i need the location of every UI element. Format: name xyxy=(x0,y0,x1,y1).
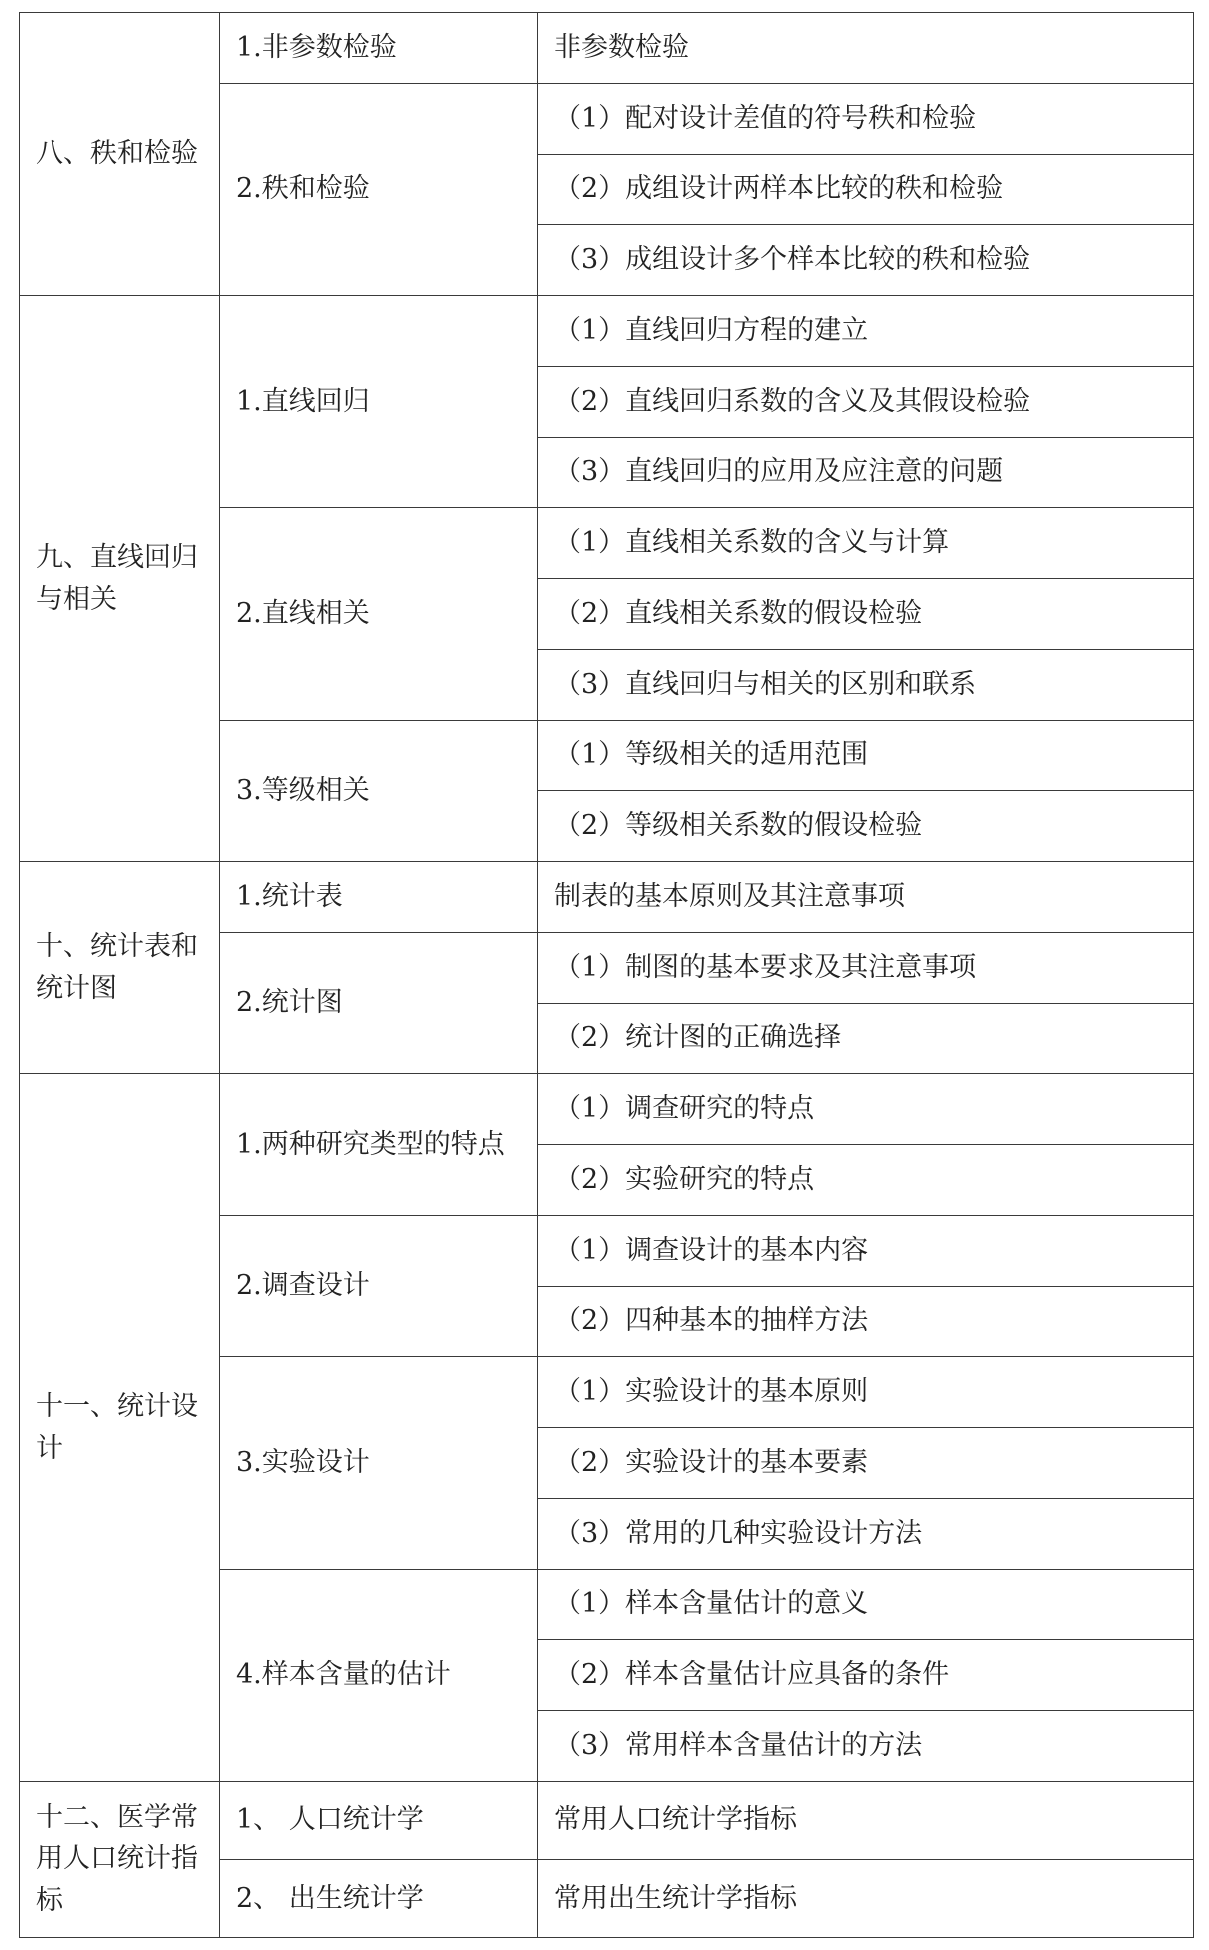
exam-item: （3）常用的几种实验设计方法 xyxy=(538,1498,1194,1569)
exam-item: （3）直线回归的应用及应注意的问题 xyxy=(538,437,1194,508)
exam-item: （2）样本含量估计应具备的条件 xyxy=(538,1640,1194,1711)
exam-item: （2）实验设计的基本要素 xyxy=(538,1428,1194,1499)
element-name: 4.样本含量的估计 xyxy=(220,1569,538,1781)
element-name: 2.直线相关 xyxy=(220,508,538,720)
exam-item: （2）统计图的正确选择 xyxy=(538,1003,1194,1074)
element-name: 2.调查设计 xyxy=(220,1215,538,1357)
syllabus-table xyxy=(19,12,1194,1938)
exam-item: （2）等级相关系数的假设检验 xyxy=(538,791,1194,862)
element-name: 2.秩和检验 xyxy=(220,83,538,295)
element-name: 1.两种研究类型的特点 xyxy=(220,1074,538,1216)
exam-item: 非参数检验 xyxy=(538,13,1194,84)
element-name: 1.统计表 xyxy=(220,862,538,933)
element-name: 3.实验设计 xyxy=(220,1357,538,1569)
exam-item: （1）直线相关系数的含义与计算 xyxy=(538,508,1194,579)
exam-item: （1）等级相关的适用范围 xyxy=(538,720,1194,791)
unit-title: 八、秩和检验 xyxy=(20,13,220,296)
exam-item: （2）实验研究的特点 xyxy=(538,1145,1194,1216)
exam-item: （1）配对设计差值的符号秩和检验 xyxy=(538,83,1194,154)
unit-title: 十一、统计设计 xyxy=(20,1074,220,1782)
element-name: 2.统计图 xyxy=(220,932,538,1074)
element-name: 1、 人口统计学 xyxy=(220,1781,538,1859)
exam-item: 常用出生统计学指标 xyxy=(538,1859,1194,1937)
exam-item: （2）直线相关系数的假设检验 xyxy=(538,579,1194,650)
syllabus-body xyxy=(20,13,1194,1938)
exam-item: （1）样本含量估计的意义 xyxy=(538,1569,1194,1640)
exam-item: （2）四种基本的抽样方法 xyxy=(538,1286,1194,1357)
exam-item: （1）直线回归方程的建立 xyxy=(538,296,1194,367)
unit-title: 九、直线回归与相关 xyxy=(20,296,220,862)
exam-item: （2）直线回归系数的含义及其假设检验 xyxy=(538,366,1194,437)
unit-title: 十二、医学常用人口统计指标 xyxy=(20,1781,220,1937)
exam-item: （1）调查设计的基本内容 xyxy=(538,1215,1194,1286)
table-row xyxy=(20,862,1194,933)
exam-item: （3）常用样本含量估计的方法 xyxy=(538,1711,1194,1782)
exam-item: （1）调查研究的特点 xyxy=(538,1074,1194,1145)
exam-item: （1）实验设计的基本原则 xyxy=(538,1357,1194,1428)
table-row xyxy=(20,1074,1194,1145)
exam-item: 制表的基本原则及其注意事项 xyxy=(538,862,1194,933)
table-row xyxy=(20,13,1194,84)
element-name: 1.直线回归 xyxy=(220,296,538,508)
unit-title: 十、统计表和统计图 xyxy=(20,862,220,1074)
element-name: 2、 出生统计学 xyxy=(220,1859,538,1937)
exam-item: （1）制图的基本要求及其注意事项 xyxy=(538,932,1194,1003)
element-name: 3.等级相关 xyxy=(220,720,538,862)
table-row xyxy=(20,1781,1194,1859)
table-row xyxy=(20,296,1194,367)
exam-item: （2）成组设计两样本比较的秩和检验 xyxy=(538,154,1194,225)
exam-item: 常用人口统计学指标 xyxy=(538,1781,1194,1859)
exam-item: （3）直线回归与相关的区别和联系 xyxy=(538,649,1194,720)
element-name: 1.非参数检验 xyxy=(220,13,538,84)
exam-item: （3）成组设计多个样本比较的秩和检验 xyxy=(538,225,1194,296)
